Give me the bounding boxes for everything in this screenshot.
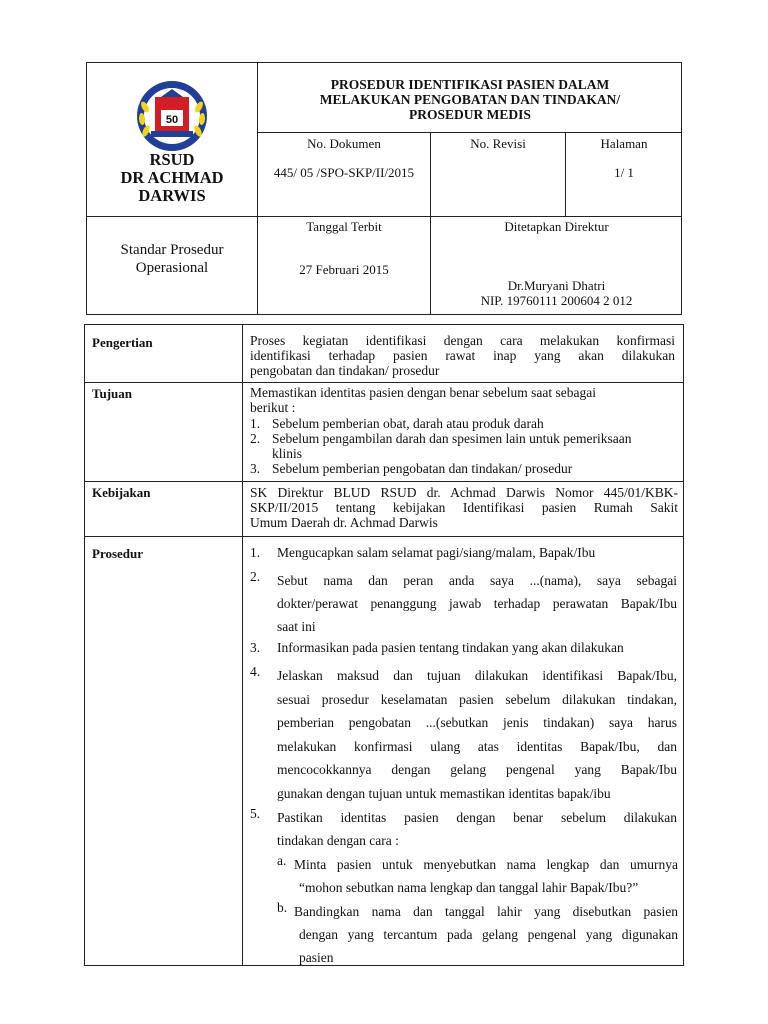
sub-step-label: b. [277, 900, 288, 915]
kebijakan-line: SKP/II/2015 tentang kebijakan Identifikasi pasien Rumah Sakit [250, 500, 678, 515]
page-value: 1/ 1 [614, 165, 634, 180]
step-number: 3. [250, 640, 261, 655]
step-5-line: Pastikan identitas pasien dengan benar sebelum dilakukan [277, 810, 677, 825]
tujuan-text [250, 385, 678, 415]
body-divider-vertical [242, 325, 243, 965]
sub-step-b-text [294, 900, 678, 969]
list-number: 2. [250, 431, 261, 446]
hospital-name-line1: RSUD [149, 150, 195, 169]
list-item [250, 461, 678, 476]
hospital-name [87, 151, 257, 205]
sub-step-b-line: pasien [299, 950, 334, 965]
document-title [258, 77, 682, 122]
step-number: 5. [250, 806, 261, 821]
sub-step-a-line: “mohon sebutkan nama lengkap dan tanggal lahir Bapak/Ibu?” [299, 880, 639, 895]
label-pengertian: Pengertian [92, 335, 153, 350]
pengertian-line: Proses kegiatan identifikasi dengan cara melakukan konfirmasi [250, 333, 675, 348]
body-divider-3 [85, 536, 683, 537]
list-item [250, 431, 678, 461]
step-5-line: tindakan dengan cara : [277, 833, 399, 848]
label-kebijakan: Kebijakan [92, 485, 151, 500]
step-5-text [277, 806, 677, 852]
step-2-line: Sebut nama dan peran anda saya ...(nama), saya sebagai [277, 573, 677, 588]
list-number: 1. [250, 416, 261, 431]
step-4-line: melakukan konfirmasi ulang atas identitas Bapak/Ibu, dan [277, 738, 677, 754]
document-title-line3: PROSEDUR MEDIS [409, 107, 531, 122]
tujuan-intro-line: Memastikan identitas pasien dengan benar sebelum saat sebagai [250, 385, 597, 400]
body-divider-1 [85, 382, 683, 383]
issue-date-value: 27 Februari 2015 [299, 262, 389, 277]
step-number: 4. [250, 664, 261, 679]
sop-label [87, 241, 257, 277]
set-by-label: Ditetapkan Direktur [504, 219, 609, 234]
sub-step-label: a. [277, 853, 287, 868]
pengertian-line: pengobatan dan tindakan/ prosedur [250, 363, 440, 378]
header-divider-middle [87, 216, 682, 217]
hospital-logo [131, 77, 213, 155]
procedure-body-table [84, 324, 684, 966]
list-number: 3. [250, 461, 261, 476]
sub-step-a-line: Minta pasien untuk menyebutkan nama lengkap dan umurnya [294, 857, 678, 872]
issue-date-label: Tanggal Terbit [306, 219, 382, 234]
sop-label-line1: Standar Prosedur [120, 242, 224, 258]
kebijakan-text [250, 485, 678, 530]
director-name: Dr.Muryani Dhatri [507, 278, 606, 293]
revision-label: No. Revisi [470, 136, 526, 151]
document-title-line2: MELAKUKAN PENGOBATAN DAN TINDAKAN/ [319, 92, 621, 107]
list-text: Sebelum pengambilan darah dan spesimen lain untuk pemeriksaan [272, 431, 632, 446]
page-label: Halaman [600, 136, 648, 151]
step-4-line: gunakan dengan tujuan untuk memastikan identitas bapak/ibu [277, 785, 611, 801]
step-number: 2. [250, 569, 261, 584]
header-divider-title [257, 132, 682, 133]
hospital-name-line2: DR ACHMAD [120, 168, 224, 187]
body-divider-2 [85, 481, 683, 482]
step-4-line: Jelaskan maksud dan tujuan dilakukan identifikasi Bapak/Ibu, [277, 668, 677, 683]
sub-step-b-line: Bandingkan nama dan tanggal lahir yang disebutkan pasien [294, 904, 678, 919]
doc-number-label: No. Dokumen [307, 136, 381, 151]
list-item [250, 416, 678, 431]
kebijakan-line: SK Direktur BLUD RSUD dr. Achmad Darwis Nomor 445/01/KBK- [250, 485, 678, 500]
step-3-text: Informasikan pada pasien tentang tindakan yang akan dilakukan [277, 640, 624, 655]
step-4-line: mencocokkannya dengan gelang pengenal yang Bapak/Ibu [277, 762, 677, 777]
step-4-line: sesuai prosedur keselamatan pasien sebelum dilakukan tindakan, [277, 691, 677, 707]
document-header-table [86, 62, 682, 315]
tujuan-list [250, 416, 678, 476]
sub-step-a-text [294, 853, 678, 899]
kebijakan-line: Umum Daerah dr. Achmad Darwis [250, 515, 438, 530]
step-4-line: pemberian pengobatan ...(sebutkan jenis tindakan) saya harus [277, 715, 677, 730]
label-tujuan: Tujuan [92, 386, 132, 401]
step-number: 1. [250, 545, 261, 560]
doc-number-value: 445/ 05 /SPO-SKP/II/2015 [273, 165, 415, 180]
list-text: Sebelum pemberian pengobatan dan tindakan/ prosedur [272, 461, 573, 476]
hospital-name-line3: DARWIS [138, 186, 206, 205]
list-text: Sebelum pemberian obat, darah atau produk darah [272, 416, 544, 431]
prosedur-steps [250, 545, 680, 965]
sop-label-line2: Operasional [135, 260, 209, 276]
step-2-line: saat ini [277, 619, 316, 634]
step-2-text [277, 569, 677, 638]
director-nip: NIP. 19760111 200604 2 012 [480, 293, 633, 308]
step-1-text: Mengucapkan salam selamat pagi/siang/malam, Bapak/Ibu [277, 545, 596, 560]
document-title-line1: PROSEDUR IDENTIFIKASI PASIEN DALAM [330, 77, 610, 92]
step-2-line: dokter/perawat penanggung jawab terhadap perawatan Bapak/Ibu [277, 596, 677, 611]
list-text-cont: klinis [272, 446, 303, 461]
step-4-text [277, 664, 677, 805]
label-prosedur: Prosedur [92, 546, 144, 561]
sub-step-b-line: dengan yang tercantum pada gelang pengenal yang digunakan [299, 927, 678, 942]
pengertian-line: identifikasi terhadap pasien rawat inap yang akan dilakukan [250, 348, 675, 363]
logo-number-text: 50 [165, 114, 179, 126]
pengertian-text [250, 333, 675, 378]
tujuan-intro-line: berikut : [250, 400, 296, 415]
